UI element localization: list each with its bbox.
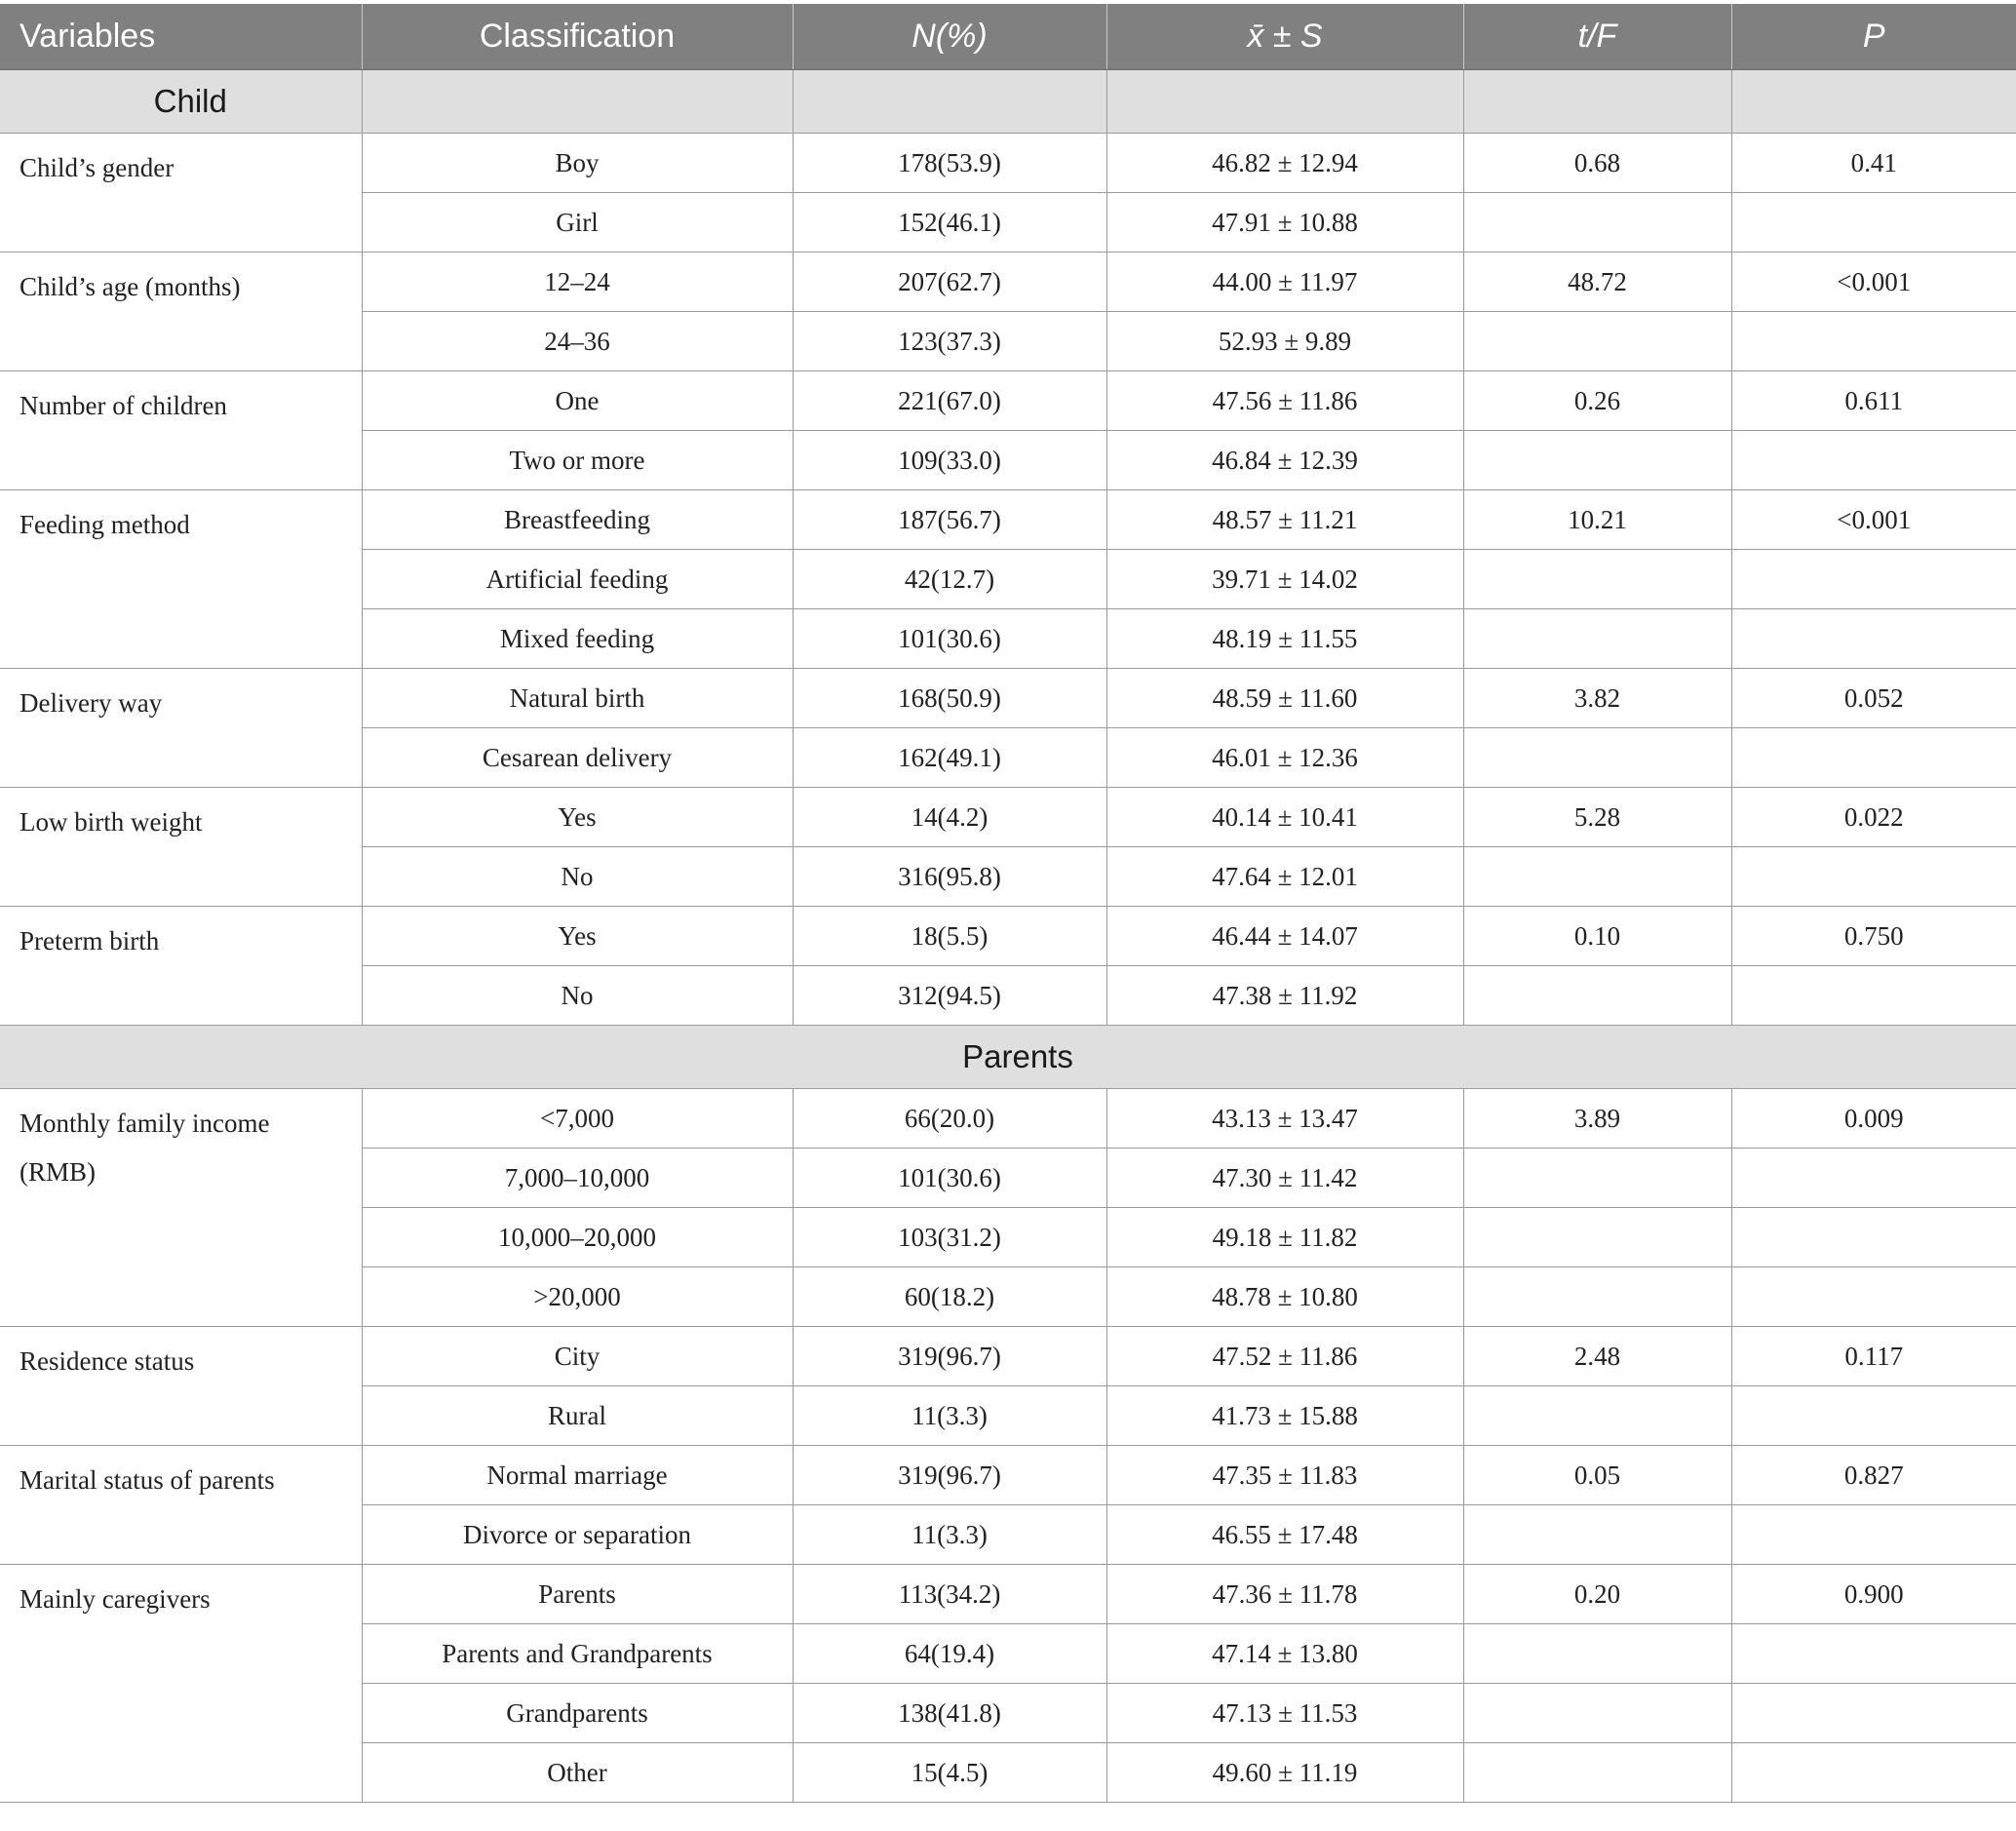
p-value-cell xyxy=(1731,847,2016,907)
p-value-cell: 0.827 xyxy=(1731,1446,2016,1505)
classification-cell: Two or more xyxy=(362,431,793,490)
mean-sd-cell: 46.44 ± 14.07 xyxy=(1106,907,1463,966)
header-classification: Classification xyxy=(362,4,793,70)
p-value-cell: 0.022 xyxy=(1731,788,2016,847)
n-percent-cell: 15(4.5) xyxy=(793,1743,1106,1803)
table-row xyxy=(0,788,2016,847)
classification-cell: Parents and Grandparents xyxy=(362,1624,793,1684)
t-f-cell xyxy=(1463,966,1731,1026)
p-value-cell xyxy=(1731,728,2016,788)
n-percent-cell: 162(49.1) xyxy=(793,728,1106,788)
n-percent-cell: 66(20.0) xyxy=(793,1089,1106,1149)
n-percent-cell: 138(41.8) xyxy=(793,1684,1106,1743)
t-f-cell xyxy=(1463,728,1731,788)
variable-cell xyxy=(0,907,362,1026)
t-f-cell: 0.05 xyxy=(1463,1446,1731,1505)
n-percent-cell: 42(12.7) xyxy=(793,550,1106,609)
n-percent-cell: 178(53.9) xyxy=(793,134,1106,193)
t-f-cell xyxy=(1463,609,1731,669)
t-f-cell xyxy=(1463,1149,1731,1208)
p-value-cell xyxy=(1731,1386,2016,1446)
t-f-cell xyxy=(1463,431,1731,490)
section-title: Parents xyxy=(0,1026,2016,1089)
n-percent-cell: 14(4.2) xyxy=(793,788,1106,847)
header-p: P xyxy=(1731,4,2016,70)
mean-sd-cell: 44.00 ± 11.97 xyxy=(1106,253,1463,312)
n-percent-cell: 221(67.0) xyxy=(793,371,1106,431)
classification-cell: 10,000–20,000 xyxy=(362,1208,793,1267)
n-percent-cell: 312(94.5) xyxy=(793,966,1106,1026)
mean-sd-cell: 48.78 ± 10.80 xyxy=(1106,1267,1463,1327)
variable-cell xyxy=(0,669,362,788)
section-empty-cell xyxy=(1463,70,1731,134)
table-row xyxy=(0,490,2016,550)
p-value-cell xyxy=(1731,1149,2016,1208)
p-value-cell: 0.750 xyxy=(1731,907,2016,966)
n-percent-cell: 319(96.7) xyxy=(793,1327,1106,1386)
t-f-cell: 0.20 xyxy=(1463,1565,1731,1624)
t-f-cell xyxy=(1463,193,1731,253)
t-f-cell: 10.21 xyxy=(1463,490,1731,550)
variable-cell xyxy=(0,253,362,371)
data-table xyxy=(0,4,2016,1803)
n-percent-cell: 109(33.0) xyxy=(793,431,1106,490)
t-f-cell: 2.48 xyxy=(1463,1327,1731,1386)
p-value-cell xyxy=(1731,550,2016,609)
classification-cell: <7,000 xyxy=(362,1089,793,1149)
t-f-cell xyxy=(1463,1624,1731,1684)
variable-label: Feeding method xyxy=(19,510,190,539)
p-value-cell xyxy=(1731,1505,2016,1565)
variable-label: Child’s age (months) xyxy=(19,272,241,301)
section-row xyxy=(0,1026,2016,1089)
table-row xyxy=(0,1565,2016,1624)
p-value-cell: 0.900 xyxy=(1731,1565,2016,1624)
table-row xyxy=(0,1446,2016,1505)
mean-sd-cell: 49.60 ± 11.19 xyxy=(1106,1743,1463,1803)
mean-sd-cell: 46.01 ± 12.36 xyxy=(1106,728,1463,788)
mean-sd-cell: 47.91 ± 10.88 xyxy=(1106,193,1463,253)
t-f-cell xyxy=(1463,1386,1731,1446)
table-header xyxy=(0,4,2016,70)
mean-sd-cell: 47.56 ± 11.86 xyxy=(1106,371,1463,431)
mean-sd-cell: 47.52 ± 11.86 xyxy=(1106,1327,1463,1386)
t-f-cell xyxy=(1463,1505,1731,1565)
classification-cell: One xyxy=(362,371,793,431)
table-row xyxy=(0,907,2016,966)
classification-cell: Grandparents xyxy=(362,1684,793,1743)
classification-cell: Yes xyxy=(362,907,793,966)
section-empty-cell xyxy=(1106,70,1463,134)
table-body xyxy=(0,70,2016,1803)
variable-cell xyxy=(0,134,362,253)
classification-cell: Other xyxy=(362,1743,793,1803)
p-value-cell: <0.001 xyxy=(1731,253,2016,312)
n-percent-cell: 101(30.6) xyxy=(793,609,1106,669)
classification-cell: >20,000 xyxy=(362,1267,793,1327)
variable-cell xyxy=(0,1327,362,1446)
n-percent-cell: 64(19.4) xyxy=(793,1624,1106,1684)
classification-cell: Natural birth xyxy=(362,669,793,728)
t-f-cell xyxy=(1463,847,1731,907)
t-f-cell xyxy=(1463,312,1731,371)
header-row xyxy=(0,4,2016,70)
variable-label: Preterm birth xyxy=(19,926,160,955)
mean-sd-cell: 47.38 ± 11.92 xyxy=(1106,966,1463,1026)
mean-sd-cell: 39.71 ± 14.02 xyxy=(1106,550,1463,609)
mean-sd-cell: 48.57 ± 11.21 xyxy=(1106,490,1463,550)
variable-label: Residence status xyxy=(19,1346,195,1376)
variable-label: Number of children xyxy=(19,391,227,420)
n-percent-cell: 187(56.7) xyxy=(793,490,1106,550)
variable-label: Delivery way xyxy=(19,688,163,718)
mean-sd-cell: 46.55 ± 17.48 xyxy=(1106,1505,1463,1565)
p-value-cell xyxy=(1731,1267,2016,1327)
t-f-cell: 0.26 xyxy=(1463,371,1731,431)
table-row xyxy=(0,253,2016,312)
t-f-cell xyxy=(1463,1208,1731,1267)
classification-cell: Boy xyxy=(362,134,793,193)
p-value-cell xyxy=(1731,431,2016,490)
t-f-cell xyxy=(1463,1267,1731,1327)
p-value-cell xyxy=(1731,1743,2016,1803)
n-percent-cell: 11(3.3) xyxy=(793,1386,1106,1446)
p-value-cell: 0.009 xyxy=(1731,1089,2016,1149)
header-n-percent: N(%) xyxy=(793,4,1106,70)
table-row xyxy=(0,1089,2016,1149)
classification-cell: 7,000–10,000 xyxy=(362,1149,793,1208)
classification-cell: Normal marriage xyxy=(362,1446,793,1505)
t-f-cell: 48.72 xyxy=(1463,253,1731,312)
n-percent-cell: 103(31.2) xyxy=(793,1208,1106,1267)
p-value-cell xyxy=(1731,1684,2016,1743)
variable-cell xyxy=(0,1089,362,1327)
mean-sd-cell: 47.64 ± 12.01 xyxy=(1106,847,1463,907)
classification-cell: Artificial feeding xyxy=(362,550,793,609)
variable-cell xyxy=(0,371,362,490)
classification-cell: Girl xyxy=(362,193,793,253)
mean-sd-cell: 52.93 ± 9.89 xyxy=(1106,312,1463,371)
n-percent-cell: 60(18.2) xyxy=(793,1267,1106,1327)
n-percent-cell: 152(46.1) xyxy=(793,193,1106,253)
header-variables: Variables xyxy=(0,4,362,70)
n-percent-cell: 316(95.8) xyxy=(793,847,1106,907)
variable-cell xyxy=(0,490,362,669)
section-title: Child xyxy=(0,70,362,134)
p-value-cell: 0.052 xyxy=(1731,669,2016,728)
table-row xyxy=(0,134,2016,193)
section-empty-cell xyxy=(362,70,793,134)
mean-sd-cell: 41.73 ± 15.88 xyxy=(1106,1386,1463,1446)
mean-sd-cell: 43.13 ± 13.47 xyxy=(1106,1089,1463,1149)
section-empty-cell xyxy=(1731,70,2016,134)
mean-sd-cell: 46.82 ± 12.94 xyxy=(1106,134,1463,193)
variable-label: Mainly caregivers xyxy=(19,1584,211,1614)
classification-cell: Mixed feeding xyxy=(362,609,793,669)
classification-cell: Breastfeeding xyxy=(362,490,793,550)
variable-label: Monthly family income (RMB) xyxy=(19,1109,270,1187)
classification-cell: No xyxy=(362,847,793,907)
variable-label: Child’s gender xyxy=(19,153,174,182)
header-mean-sd: x̄ ± S xyxy=(1106,4,1463,70)
t-f-cell xyxy=(1463,1743,1731,1803)
mean-sd-cell: 47.30 ± 11.42 xyxy=(1106,1149,1463,1208)
mean-sd-cell: 40.14 ± 10.41 xyxy=(1106,788,1463,847)
p-value-cell xyxy=(1731,193,2016,253)
mean-sd-cell: 48.19 ± 11.55 xyxy=(1106,609,1463,669)
mean-sd-cell: 48.59 ± 11.60 xyxy=(1106,669,1463,728)
p-value-cell: 0.41 xyxy=(1731,134,2016,193)
variable-label: Marital status of parents xyxy=(19,1465,275,1495)
classification-cell: 24–36 xyxy=(362,312,793,371)
mean-sd-cell: 47.35 ± 11.83 xyxy=(1106,1446,1463,1505)
classification-cell: Divorce or separation xyxy=(362,1505,793,1565)
p-value-cell xyxy=(1731,1208,2016,1267)
table-row xyxy=(0,371,2016,431)
p-value-cell xyxy=(1731,312,2016,371)
n-percent-cell: 168(50.9) xyxy=(793,669,1106,728)
mean-sd-cell: 47.13 ± 11.53 xyxy=(1106,1684,1463,1743)
t-f-cell: 0.68 xyxy=(1463,134,1731,193)
p-value-cell: <0.001 xyxy=(1731,490,2016,550)
mean-sd-cell: 46.84 ± 12.39 xyxy=(1106,431,1463,490)
n-percent-cell: 11(3.3) xyxy=(793,1505,1106,1565)
t-f-cell xyxy=(1463,550,1731,609)
t-f-cell: 0.10 xyxy=(1463,907,1731,966)
header-t-f: t/F xyxy=(1463,4,1731,70)
t-f-cell xyxy=(1463,1684,1731,1743)
classification-cell: Yes xyxy=(362,788,793,847)
section-row xyxy=(0,70,2016,134)
n-percent-cell: 207(62.7) xyxy=(793,253,1106,312)
classification-cell: Parents xyxy=(362,1565,793,1624)
classification-cell: Cesarean delivery xyxy=(362,728,793,788)
variable-cell xyxy=(0,1565,362,1803)
t-f-cell: 3.89 xyxy=(1463,1089,1731,1149)
n-percent-cell: 319(96.7) xyxy=(793,1446,1106,1505)
p-value-cell xyxy=(1731,1624,2016,1684)
p-value-cell xyxy=(1731,966,2016,1026)
mean-sd-cell: 47.36 ± 11.78 xyxy=(1106,1565,1463,1624)
variable-cell xyxy=(0,788,362,907)
n-percent-cell: 18(5.5) xyxy=(793,907,1106,966)
n-percent-cell: 123(37.3) xyxy=(793,312,1106,371)
variable-label: Low birth weight xyxy=(19,807,203,837)
n-percent-cell: 101(30.6) xyxy=(793,1149,1106,1208)
table-row xyxy=(0,669,2016,728)
table-row xyxy=(0,1327,2016,1386)
mean-sd-cell: 49.18 ± 11.82 xyxy=(1106,1208,1463,1267)
p-value-cell: 0.117 xyxy=(1731,1327,2016,1386)
n-percent-cell: 113(34.2) xyxy=(793,1565,1106,1624)
section-empty-cell xyxy=(793,70,1106,134)
classification-cell: City xyxy=(362,1327,793,1386)
table-container xyxy=(0,4,2016,1803)
t-f-cell: 3.82 xyxy=(1463,669,1731,728)
classification-cell: No xyxy=(362,966,793,1026)
p-value-cell xyxy=(1731,609,2016,669)
p-value-cell: 0.611 xyxy=(1731,371,2016,431)
mean-sd-cell: 47.14 ± 13.80 xyxy=(1106,1624,1463,1684)
classification-cell: 12–24 xyxy=(362,253,793,312)
classification-cell: Rural xyxy=(362,1386,793,1446)
t-f-cell: 5.28 xyxy=(1463,788,1731,847)
variable-cell xyxy=(0,1446,362,1565)
